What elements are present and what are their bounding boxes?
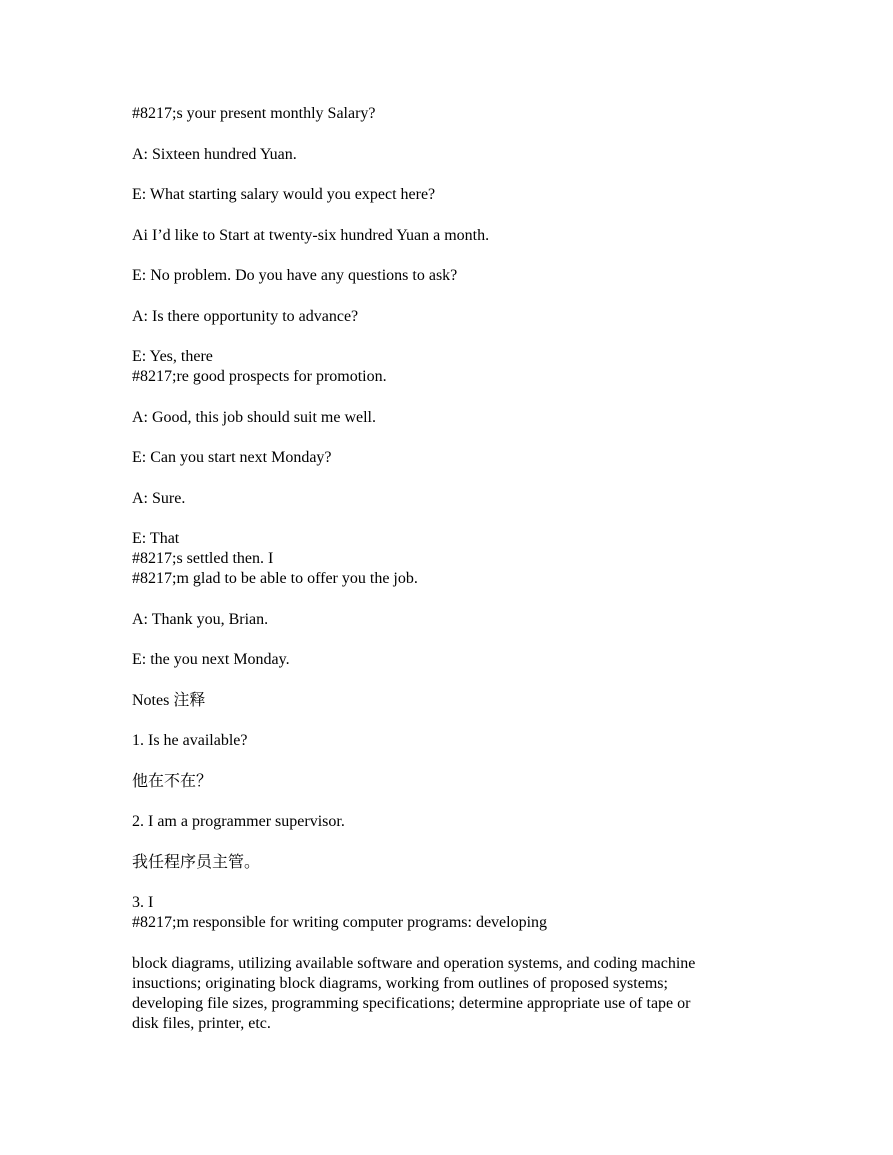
text-line: E: No problem. Do you have any questions to ask?	[132, 267, 458, 284]
text-line: #8217;m responsible for writing computer programs: developing	[132, 914, 548, 931]
text-line: #8217;re good prospects for promotion.	[132, 368, 387, 385]
text-line: block diagrams, utilizing available software and operation systems, and coding machine	[132, 954, 696, 972]
paragraph-thank-you	[132, 610, 762, 630]
text-line: A: Is there opportunity to advance?	[132, 307, 359, 325]
text-line: Ai I’d like to Start at twenty-six hundred Yuan a month.	[132, 226, 490, 244]
note-3	[132, 893, 762, 933]
text-line: E: the you next Monday.	[132, 651, 290, 668]
paragraph-start-question	[132, 448, 762, 468]
paragraph-questions-prompt	[132, 266, 762, 286]
document-body	[132, 104, 762, 1054]
text-line: 1. Is he available?	[132, 732, 248, 749]
text-line: E: Can you start next Monday?	[132, 449, 332, 466]
paragraph-sure	[132, 489, 762, 509]
text-line: 他在不在？	[132, 772, 213, 790]
text-line: #8217;s your present monthly Salary?	[132, 105, 376, 122]
paragraph-answer-salary	[132, 145, 762, 165]
text-line: insuctions; originating block diagrams, working from outlines of proposed systems;	[132, 974, 668, 992]
text-line: #8217;s settled then. I	[132, 550, 274, 567]
paragraph-salary-question	[132, 104, 762, 124]
notes-heading	[132, 691, 762, 711]
paragraph-offer	[132, 529, 762, 589]
note-2	[132, 812, 762, 832]
paragraph-job-suit	[132, 408, 762, 428]
paragraph-expected-salary-question	[132, 185, 762, 205]
text-line: A: Thank you, Brian.	[132, 610, 269, 628]
note-1	[132, 731, 762, 751]
note-1-translation	[132, 772, 762, 792]
text-line: Notes 注释	[132, 691, 206, 709]
text-line: #8217;m glad to be able to offer you the job.	[132, 570, 418, 587]
text-line: A: Good, this job should suit me well.	[132, 408, 376, 426]
paragraph-next-monday	[132, 650, 762, 670]
text-line: developing file sizes, programming specifications; determine appropriate use of tape or	[132, 994, 691, 1012]
text-line: A: Sure.	[132, 489, 186, 507]
paragraph-expected-salary-answer	[132, 226, 762, 246]
note-2-translation	[132, 853, 762, 873]
text-line: disk files, printer, etc.	[132, 1014, 271, 1032]
note-3-continuation	[132, 954, 762, 1034]
text-line: E: Yes, there	[132, 348, 213, 365]
text-line: E: What starting salary would you expect here?	[132, 186, 436, 203]
text-line: 我任程序员主管。	[132, 853, 261, 871]
text-line: 2. I am a programmer supervisor.	[132, 813, 345, 830]
text-line: A: Sixteen hundred Yuan.	[132, 145, 297, 163]
text-line: E: That	[132, 530, 180, 547]
paragraph-advance-question	[132, 307, 762, 327]
paragraph-promotion-answer	[132, 347, 762, 387]
text-line: 3. I	[132, 894, 154, 911]
